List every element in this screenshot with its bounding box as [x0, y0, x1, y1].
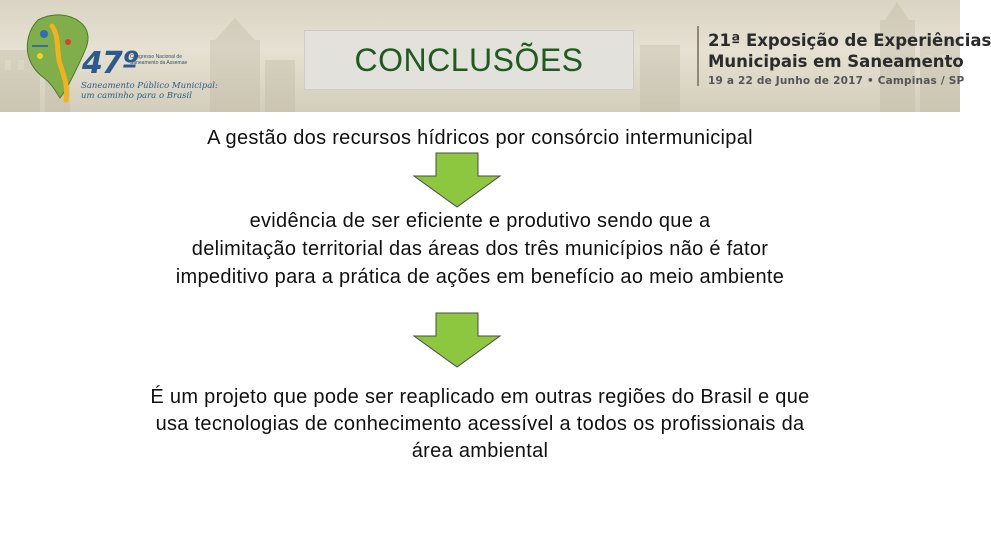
- slide-title-box: [304, 30, 634, 90]
- conclusion-line: área ambiental: [411, 440, 549, 462]
- evidence-paragraph: [40, 207, 920, 291]
- conclusion-paragraph: [40, 384, 920, 465]
- down-arrow-icon: [412, 152, 502, 208]
- evidence-line: evidência de ser eficiente e produtivo sendo que a: [249, 210, 711, 232]
- header-banner: [0, 0, 991, 112]
- event-divider: [697, 26, 699, 86]
- logo-tagline-2: um caminho para o Brasil: [81, 91, 192, 101]
- event-info: [708, 30, 991, 87]
- logo-tagline-1: Saneamento Público Municipal:: [81, 81, 218, 91]
- event-title-line-2: Municipais em Saneamento: [708, 52, 964, 71]
- conclusion-line: usa tecnologias de conhecimento acessível a todos os profissionais da: [155, 413, 805, 435]
- conclusion-line: É um projeto que pode ser reaplicado em outras regiões do Brasil e que: [150, 386, 810, 408]
- congress-logo: [8, 8, 218, 108]
- event-title-line-1: 21ª Exposição de Experiências: [708, 31, 991, 50]
- logo-number: 47º: [82, 46, 138, 81]
- statement-text: A gestão dos recursos hídricos por consórcio intermunicipal: [207, 127, 753, 149]
- event-date-location: 19 a 22 de Junho de 2017 • Campinas / SP: [708, 75, 965, 87]
- evidence-line: impeditivo para a prática de ações em benefício ao meio ambiente: [175, 266, 785, 288]
- slide-title: CONCLUSÕES: [354, 41, 584, 78]
- down-arrow-icon: [412, 312, 502, 368]
- evidence-line: delimitação territorial das áreas dos três municípios não é fator: [191, 238, 769, 260]
- logo-congress-text: Congresso Nacional de Saneamento da Assemae: [130, 54, 188, 66]
